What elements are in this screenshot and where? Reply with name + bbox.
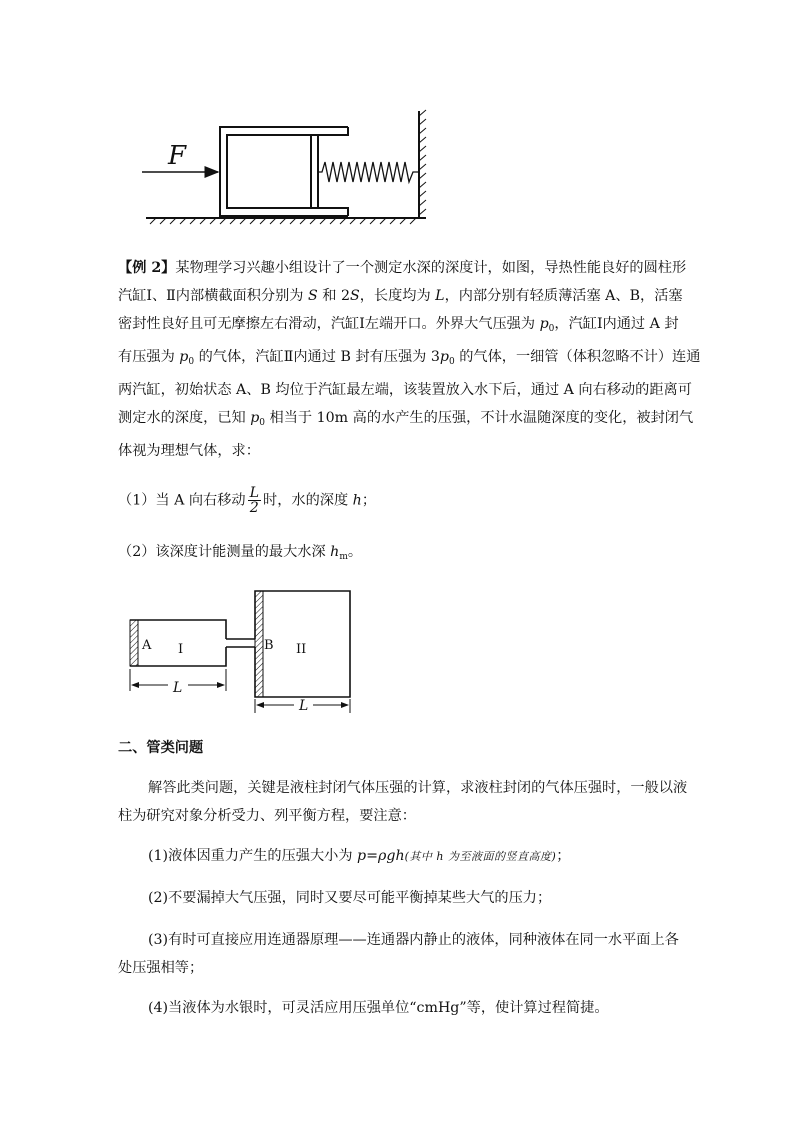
example-line-1: 【例 2】某物理学习兴趣小组设计了一个测定水深的深度计，如图，导热性能良好的圆柱形 <box>118 260 687 276</box>
example-problem <box>118 254 701 465</box>
piston-a <box>130 620 138 666</box>
dimension-l-2-label: L <box>299 698 309 714</box>
label-b: B <box>264 638 274 653</box>
label-a: A <box>142 638 152 653</box>
example-line-7: 体视为理想气体，求： <box>118 443 260 459</box>
label-i: I <box>178 642 184 657</box>
question-2: （2）该深度计能测量的最大水深 $h_m$。 <box>118 544 363 562</box>
tip-1: (1)液体因重力产生的压强大小为 p=ρgh(其中 h 为至液面的竖直高度)； <box>148 848 571 864</box>
example-line-5: 两汽缸，初始状态 A、B 均位于汽缸最左端，该装置放入水下后，通过 A 向右移动的距离可 <box>118 382 692 398</box>
example-line-4: 有压强为 $p_0$ 的气体，汽缸Ⅱ内通过 B 封有压强为 $3p_0$ 的气体，一细管（体积忽略不计）连通 <box>118 349 701 367</box>
tip-4: (4)当液体为水银时，可灵活应用压强单位“cmHg”等，使计算过程简捷。 <box>148 1000 609 1016</box>
figure-cylinder-spring <box>130 108 450 230</box>
wall <box>419 110 426 218</box>
figure-two-cylinders <box>120 585 365 715</box>
piston <box>311 135 318 208</box>
example-line-6: 测定水的深度，已知 $p_0$ 相当于 10m 高的水产生的压强，不计水温随深度的变化，被封闭气 <box>118 410 694 428</box>
cylinder <box>220 127 348 216</box>
fraction-l-over-2: $\frac{L}{2}$ <box>249 485 260 516</box>
tip-2: (2)不要漏掉大气压强，同时又要尽可能平衡掉某些大气的压力； <box>148 890 552 906</box>
spring <box>318 162 419 182</box>
example-line-2: 汽缸Ⅰ、Ⅱ内部横截面积分别为 S 和 2S，长度均为 L，内部分别有轻质薄活塞 A、B，活塞 <box>118 288 683 304</box>
section-heading: 二、管类问题 <box>118 740 204 756</box>
connecting-tube <box>226 639 255 647</box>
tip-3: (3)有时可直接应用连通器原理——连通器内静止的液体，同种液体在同一水平面上各 处压强相等； <box>118 932 679 976</box>
example-line-3: 密封性良好且可无摩擦左右滑动，汽缸Ⅰ左端开口。外界大气压强为 $p_0$，汽缸Ⅰ内通过 A 封 <box>118 316 679 334</box>
piston-b <box>255 591 263 697</box>
ground <box>146 218 426 224</box>
label-ii: II <box>296 642 307 657</box>
question-1: （1）当 A 向右移动 $\frac{L}{2}$ 时，水的深度 h； <box>118 485 377 516</box>
force-label: F <box>168 141 187 171</box>
dimension-l-1-label: L <box>173 680 183 696</box>
section-intro: 解答此类问题，关键是液柱封闭气体压强的计算，求液柱封闭的气体压强时，一般以液 柱为研究对象分析受力、列平衡方程，要注意： <box>118 780 688 824</box>
